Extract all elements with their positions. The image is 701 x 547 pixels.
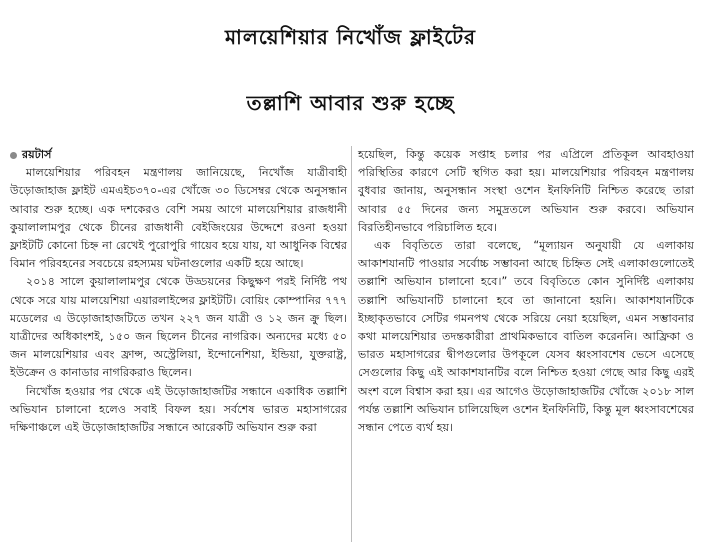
headline xyxy=(0,4,701,136)
byline xyxy=(10,146,347,164)
right-column xyxy=(358,146,694,437)
headline-line-2: তল্লাশি আবার শুরু হচ্ছে xyxy=(246,91,455,115)
column-divider xyxy=(351,146,352,542)
paragraph-2: ২০১৪ সালে কুয়ালালামপুর থেকে উড্ডয়নের কিছুক্ষণ পরই নির্দিষ্ট পথ থেকে সরে যায় মালয়েশিয়া এয়ারলাইন্সের ফ্লাইটটি। বোয়িং কোম্পানির ৭৭৭ মডেলের এ উড়োজাহাজটিতে তখন ২২৭ জন যাত্রী ও ১২ জন ক্রু ছিল। যাত্রীদের অধিকাংশই, ১৫০ জন ছিলেন চীনের নাগরিক। অন্যদের মধ্যে ৫০ জন মালয়েশিয়ার এবং ফ্রান্স, অস্ট্রেলিয়া, ইন্দোনেশিয়া, ইন্ডিয়া, যুক্তরাষ্ট্র, ইউক্রেন ও কানাডার নাগরিকরাও ছিলেন। xyxy=(10,275,347,380)
paragraph-3-continued: হয়েছিল, কিন্তু কয়েক সপ্তাহ চলার পর এপ্রিলে প্রতিকূল আবহাওয়া পরিস্থিতির কারণে সেটি স্থগিত করা হয়। মালয়েশিয়ার পরিবহন মন্ত্রণালয় বুধবার জানায়, অনুসন্ধান সংস্থা ওশেন ইনফিনিটি নিশ্চিত করেছে তারা আবার ৫৫ দিনের জন্য সমুদ্রতলে অভিযান শুরু করবে। অভিযান বিরতিহীনভাবে পরিচালিত হবে। xyxy=(358,148,694,234)
headline-line-1: মালয়েশিয়ার নিখোঁজ ফ্লাইটের xyxy=(224,25,477,49)
paragraph-1: মালয়েশিয়ার পরিবহন মন্ত্রণালয় জানিয়েছে, নিখোঁজ যাত্রীবাহী উড়োজাহাজ ফ্লাইট এমএইচ৩৭০-এর খোঁজে ৩০ ডিসেম্বর থেকে অনুসন্ধান আবার শুরু হচ্ছে। এক দশকেরও বেশি সময় আগে মালয়েশিয়ার রাজধানী কুয়ালালামপুর থেকে চীনের রাজধানী বেইজিংয়ের উদ্দেশে রওনা হওয়া ফ্লাইটটি কোনো চিহ্ন না রেখেই পুরোপুরি গায়েব হয়ে যায়, যা আধুনিক বিশ্বের বিমান পরিবহনের সবচেয়ে রহস্যময় ঘটনাগুলোর একটি হয়ে আছে। xyxy=(10,166,347,271)
bullet-icon xyxy=(10,152,17,159)
paragraph-3: নিখোঁজ হওয়ার পর থেকে এই উড়োজাহাজটির সন্ধানে একাধিক তল্লাশি অভিযান চালানো হলেও সবাই বিফল হয়। সর্বশেষ ভারত মহাসাগরের দক্ষিণাঞ্চলে এই উড়োজাহাজটির সন্ধানে আরেকটি অভিযান শুরু করা xyxy=(10,384,347,435)
byline-text: রয়টার্স xyxy=(22,148,52,161)
left-column xyxy=(10,146,347,437)
paragraph-4: এক বিবৃতিতে তারা বলেছে, “মূল্যায়ন অনুযায়ী যে এলাকায় আকাশযানটি পাওয়ার সর্বোচ্চ সম্ভাবনা আছে চিহ্নিত সেই এলাকাগুলোতেই তল্লাশি অভিযান চালানো হবে।” তবে বিবৃতিতে কোন সুনির্দিষ্ট এলাকায় তল্লাশি অভিযানটি চালানো হবে তা জানানো হয়নি। আকাশযানটিকে ইচ্ছাকৃতভাবে সেটির গমনপথ থেকে সরিয়ে নেয়া হয়েছিল, এমন সম্ভাবনার কথা মালয়েশিয়ার তদন্তকারীরা প্রাথমিকভাবে বাতিল করেননি। আফ্রিকা ও ভারত মহাসাগরের দ্বীপগুলোর উপকূলে যেসব ধ্বংসাবশেষ ভেসে এসেছে সেগুলোর কিছু এই আকাশযানটির বলে নিশ্চিত হওয়া গেছে আর কিছু এরই অংশ বলে বিশ্বাস করা হয়। এর আগেও উড়োজাহাজটির খোঁজে ২০১৮ সাল পর্যন্ত তল্লাশি অভিযান চালিয়েছিল ওশেন ইনফিনিটি, কিন্তু মূল ধ্বংসাবশেষের সন্ধান পেতে ব্যর্থ হয়। xyxy=(358,239,694,435)
